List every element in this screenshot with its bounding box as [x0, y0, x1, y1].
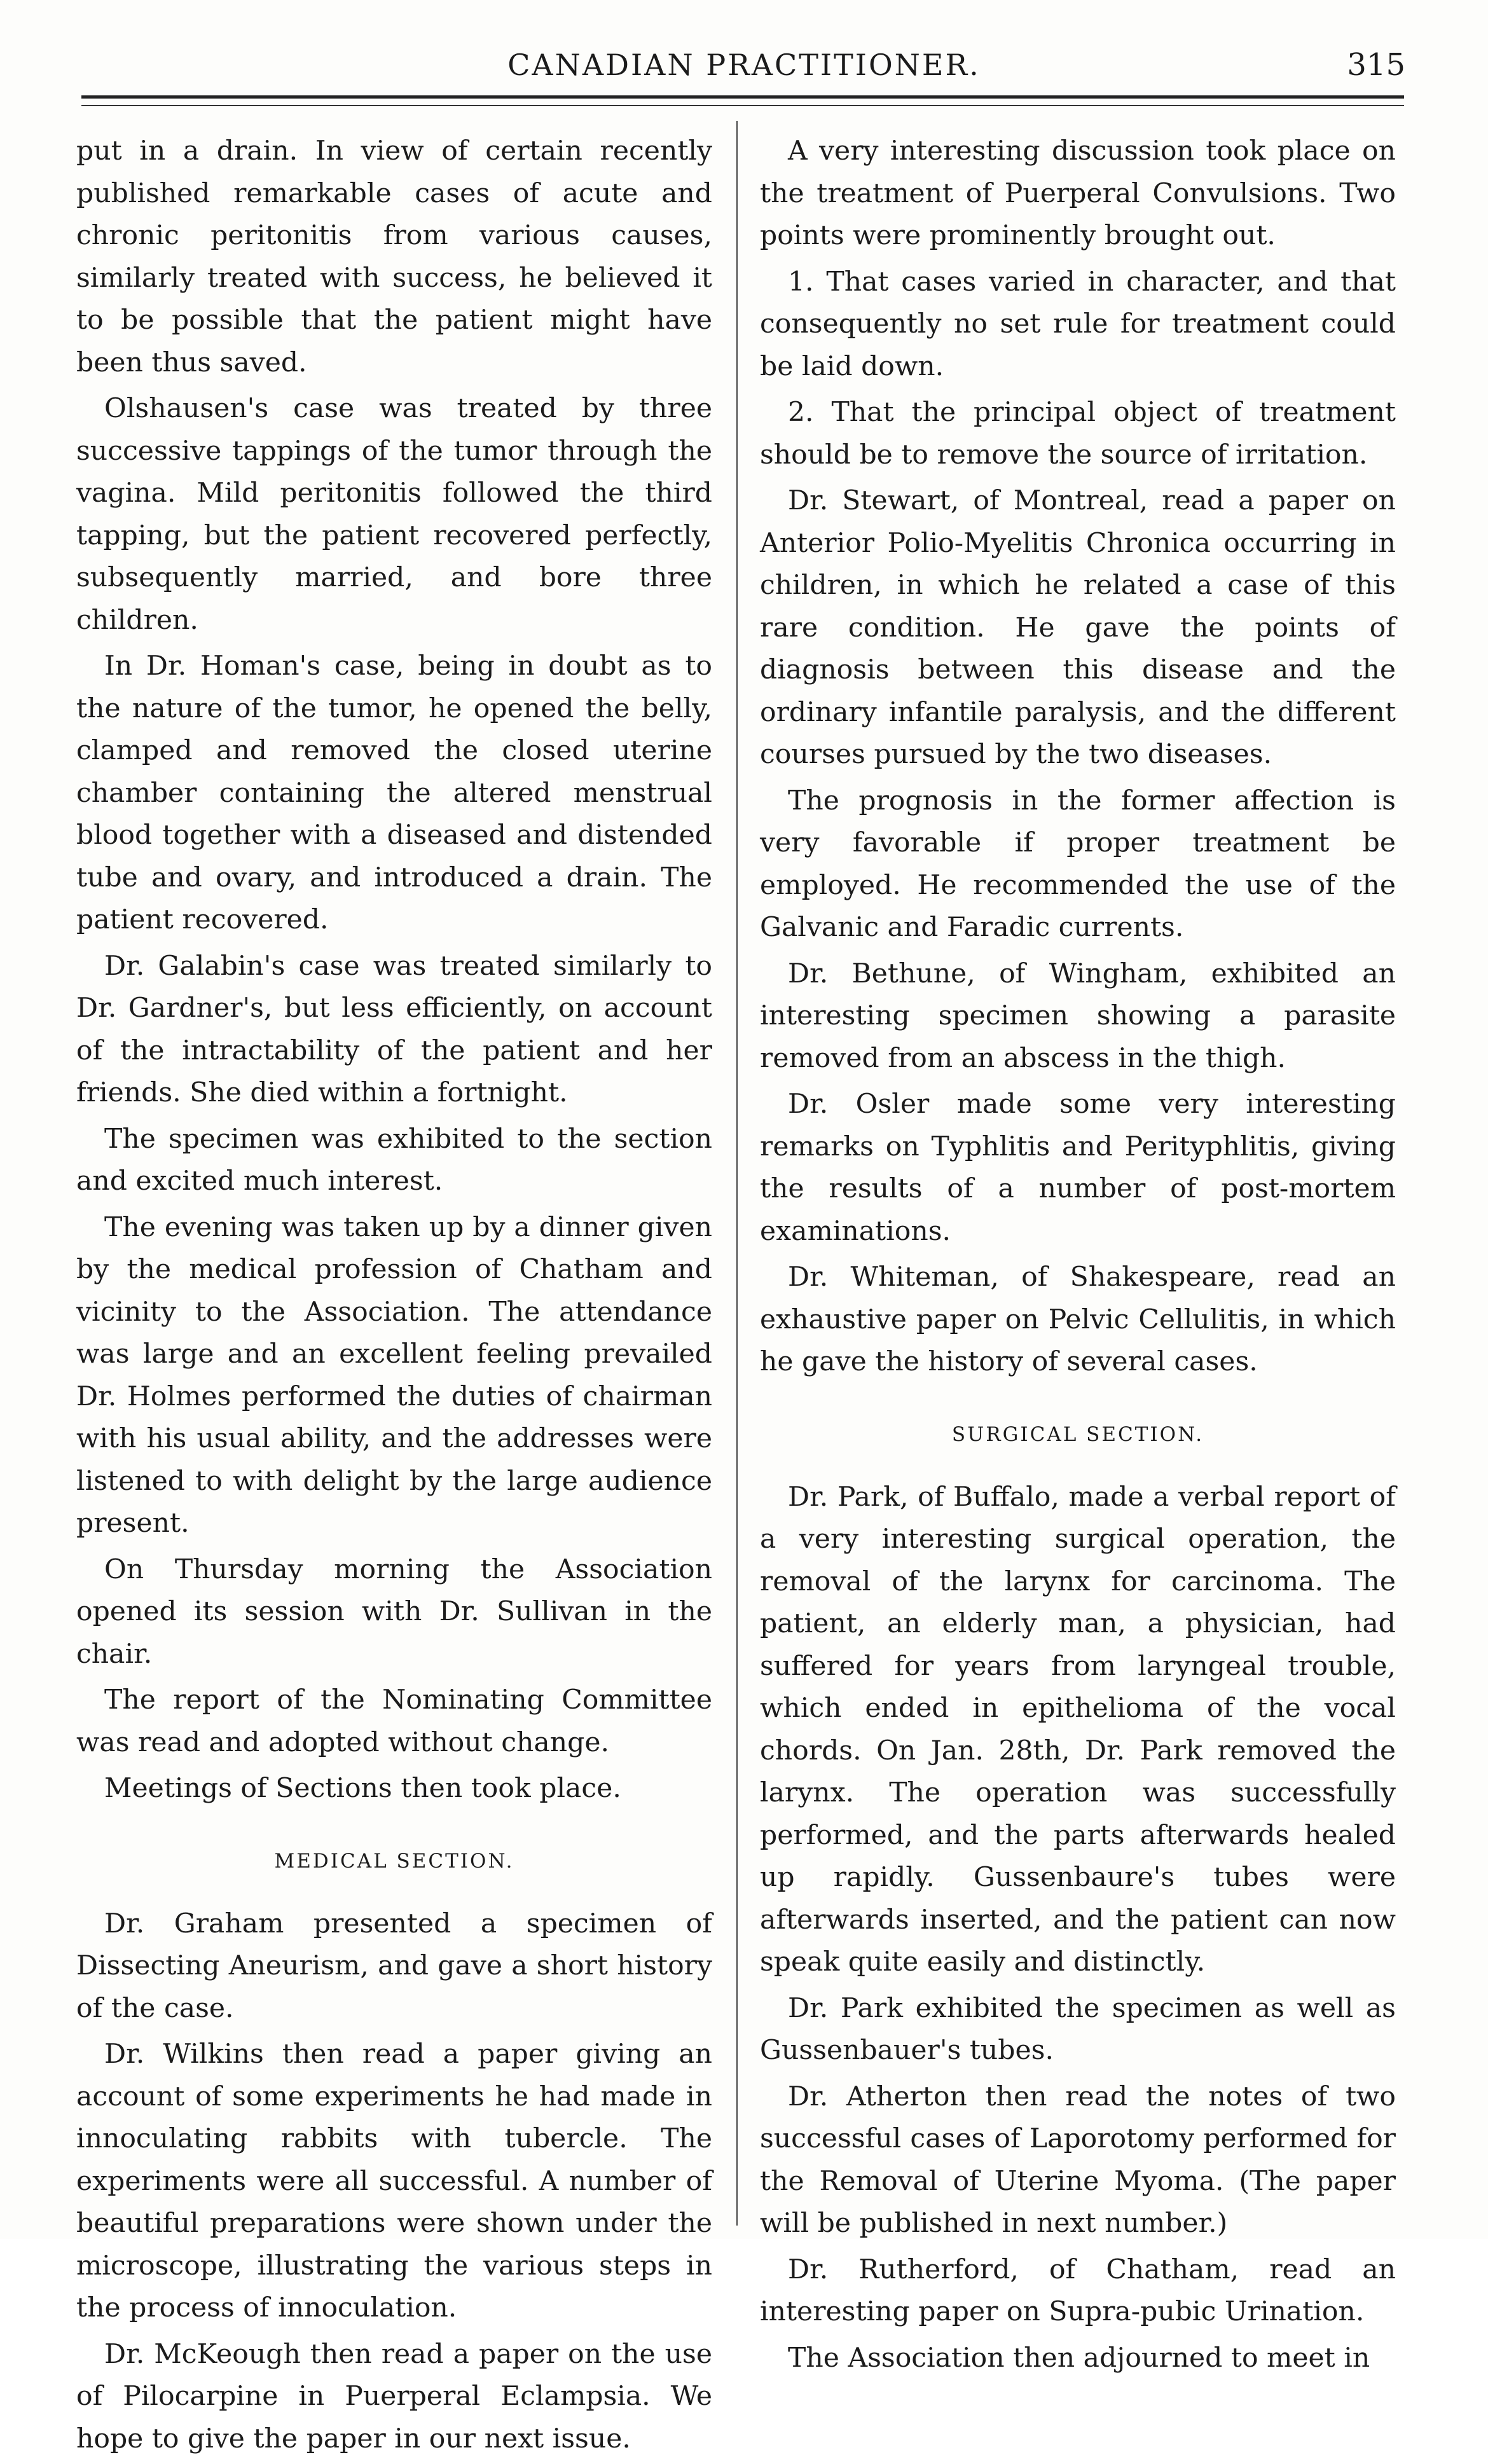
paragraph: Meetings of Sections then took place.	[104, 1773, 621, 1804]
paragraph: The Association then adjourned to meet in	[788, 2342, 1370, 2374]
header-rule-thin	[81, 105, 1404, 106]
paragraph: A very interesting discussion took place on the treatment of Puerperal Convulsions. Two points were prominently brought out.	[760, 135, 1396, 251]
paragraph: Dr. Graham presented a specimen of Dissecting Aneurism, and gave a short history of the case.	[76, 1908, 712, 2024]
paragraph: On Thursday morning the Association opened its session with Dr. Sullivan in the chair.	[76, 1553, 712, 1670]
paragraph: The prognosis in the former affection is very favorable if proper treatment be employed. He recommended the use of the Galvanic and Faradic currents.	[760, 785, 1396, 943]
paragraph: Dr. Osler made some very interesting remarks on Typhlitis and Perityphlitis, giving the results of a number of post-mortem examinations.	[760, 1089, 1396, 1247]
page-number: 315	[1347, 47, 1405, 83]
paragraph: Dr. Wilkins then read a paper giving an account of some experiments he had made in innoculating rabbits with tubercle. The experiments were all successful. A number of beautiful preparations were shown under the microscope, illustrating the various steps in the process of innoculation.	[76, 2039, 712, 2323]
paragraph: The evening was taken up by a dinner given by the medical profession of Chatham and vicinity to the Association. The attendance was large and an excellent feeling prevailed Dr. Holmes performed the duties of chairman with his usual ability, and the addresses were listened to with delight by the large audience present.	[76, 1211, 712, 1539]
paragraph: Dr. Atherton then read the notes of two successful cases of Laporotomy performed for the Removal of Uterine Myoma. (The paper will be published in next number.)	[760, 2081, 1396, 2239]
paragraph: Dr. Park exhibited the specimen as well as Gussenbauer's tubes.	[760, 1992, 1396, 2066]
running-head	[83, 39, 1405, 90]
right-column	[760, 130, 1396, 2383]
journal-title: CANADIAN PRACTITIONER.	[507, 48, 981, 82]
paragraph: Olshausen's case was treated by three successive tappings of the tumor through the vagina. Mild peritonitis followed the third tapping, but the patient recovered perfectly, subsequently married, and bore three children.	[76, 393, 712, 636]
paragraph: put in a drain. In view of certain recently published remarkable cases of acute and chronic peritonitis from various causes, similarly treated with success, he believed it to be possible that the patient might have been thus saved.	[76, 135, 712, 378]
paragraph: Dr. McKeough then read a paper on the use of Pilocarpine in Puerperal Eclampsia. We hope to give the paper in our next issue.	[76, 2338, 712, 2454]
paragraph: 1. That cases varied in character, and that consequently no set rule for treatment could be laid down.	[760, 266, 1396, 382]
header-rule	[81, 95, 1404, 99]
paragraph: The specimen was exhibited to the section and excited much interest.	[76, 1123, 712, 1197]
paragraph: Dr. Bethune, of Wingham, exhibited an interesting specimen showing a parasite removed from an abscess in the thigh.	[760, 958, 1396, 1074]
paragraph: Dr. Galabin's case was treated similarly to Dr. Gardner's, but less efficiently, on account of the intractability of the patient and her friends. She died within a fortnight.	[76, 950, 712, 1108]
paragraph: Dr. Stewart, of Montreal, read a paper on Anterior Polio-Myelitis Chronica occurring in children, in which he related a case of this rare condition. He gave the points of diagnosis between this disease and the ordinary infantile paralysis, and the different courses pursued by the two diseases.	[760, 485, 1396, 770]
left-column	[76, 130, 712, 2464]
paragraph: The report of the Nominating Committee was read and adopted without change.	[76, 1684, 712, 1758]
paragraph: Dr. Park, of Buffalo, made a verbal report of a very interesting surgical operation, the removal of the larynx for carcinoma. The patient, an elderly man, a physician, had suffered for years from laryngeal trouble, which ended in epithelioma of the vocal chords. On Jan. 28th, Dr. Park removed the larynx. The operation was successfully performed, and the parts afterwards healed up rapidly. Gussenbaure's tubes were afterwards inserted, and the patient can now speak quite easily and distinctly.	[760, 1481, 1396, 1978]
paragraph: Dr. Rutherford, of Chatham, read an interesting paper on Supra-pubic Urination.	[760, 2254, 1396, 2327]
column-divider	[736, 121, 738, 2226]
paragraph: In Dr. Homan's case, being in doubt as to the nature of the tumor, he opened the belly, clamped and removed the closed uterine chamber containing the altered menstrual blood together with a diseased and distended tube and ovary, and introduced a drain. The patient recovered.	[76, 650, 712, 935]
section-heading-surgical: SURGICAL SECTION.	[951, 1422, 1204, 1446]
section-heading-medical: MEDICAL SECTION.	[274, 1849, 514, 1873]
paragraph: Dr. Whiteman, of Shakespeare, read an exhaustive paper on Pelvic Cellulitis, in which he gave the history of several cases.	[760, 1262, 1396, 1377]
paragraph: 2. That the principal object of treatment should be to remove the source of irritation.	[760, 397, 1396, 471]
